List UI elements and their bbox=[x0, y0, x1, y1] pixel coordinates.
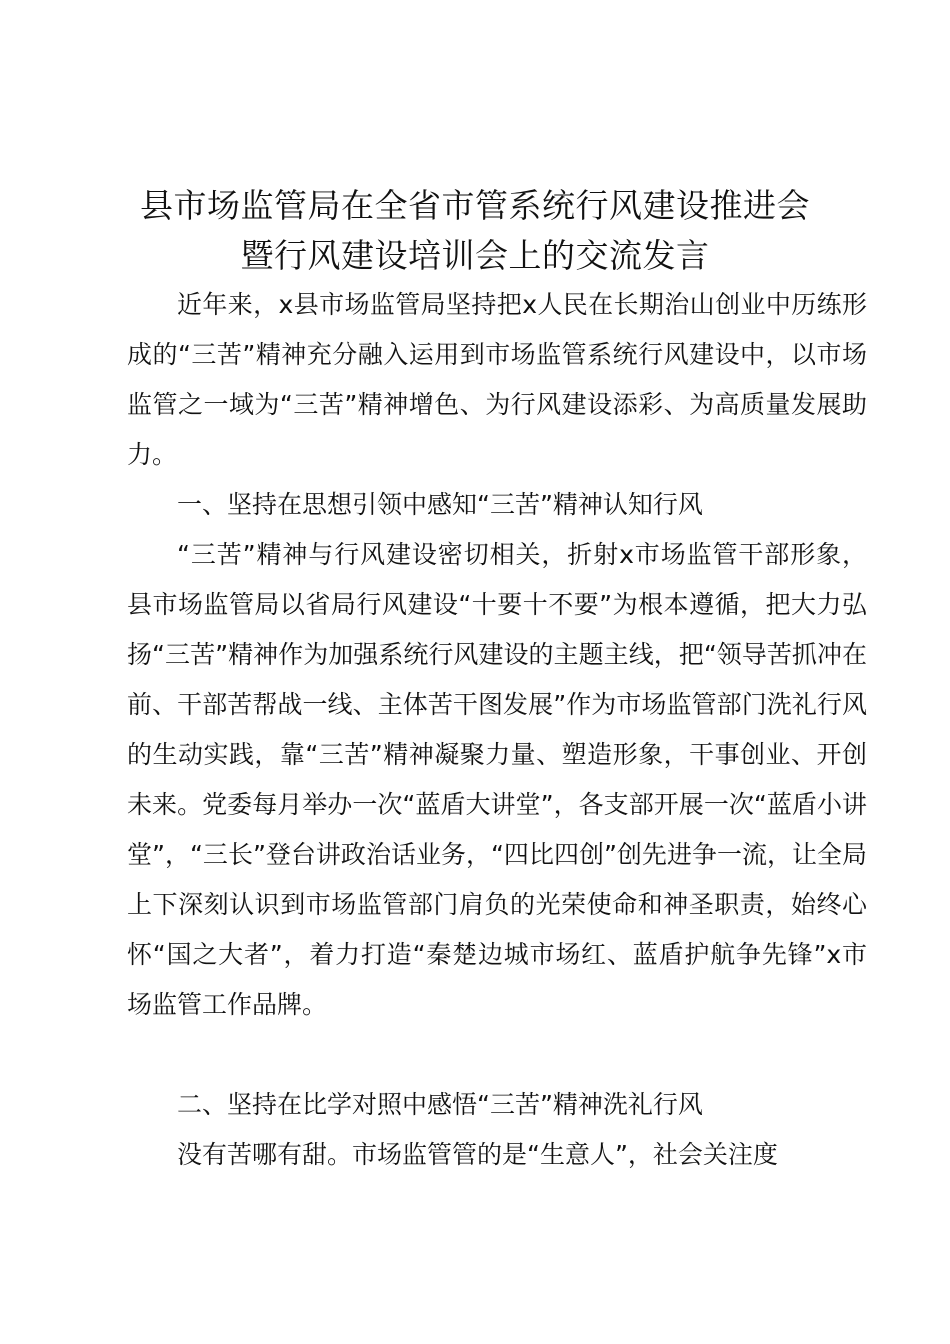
intro-paragraph: 近年来，x县市场监管局坚持把x人民在长期治山创业中历练形成的“三苦”精神充分融入运用到市场监管系统行风建设中，以市场监管之一域为“三苦”精神增色、为行风建设添彩、为高质量发展助力。 bbox=[127, 290, 867, 469]
document-title-line-1: 县市场监管局在全省市管系统行风建设推进会 bbox=[140, 186, 810, 225]
document-title-line-2: 暨行风建设培训会上的交流发言 bbox=[240, 236, 710, 275]
section-heading-2: 二、坚持在比学对照中感悟“三苦”精神洗礼行风 bbox=[177, 1090, 703, 1119]
section-2-paragraph: 没有苦哪有甜。市场监管管的是“生意人”，社会关注度 bbox=[177, 1140, 778, 1169]
section-1-paragraph: “三苦”精神与行风建设密切相关，折射x市场监管干部形象，县市场监管局以省局行风建设“十要十不要”为根本遵循，把大力弘扬“三苦”精神作为加强系统行风建设的主题主线，把“领导苦抓冲在前、干部苦帮战一线、主体苦干图发展”作为市场监管部门洗礼行风的生动实践，靠“三苦”精神凝聚力量、塑造形象，干事创业、开创未来。党委每月举办一次“蓝盾大讲堂”，各支部开展一次“蓝盾小讲堂”，“三长”登台讲政治话业务，“四比四创”创先进争一流，让全局上下深刻认识到市场监管部门肩负的光荣使命和神圣职责，始终心怀“国之大者”，着力打造“秦楚边城市场红、蓝盾护航争先锋”x市场监管工作品牌。 bbox=[127, 540, 867, 1019]
section-heading-1: 一、坚持在思想引领中感知“三苦”精神认知行风 bbox=[177, 490, 703, 519]
